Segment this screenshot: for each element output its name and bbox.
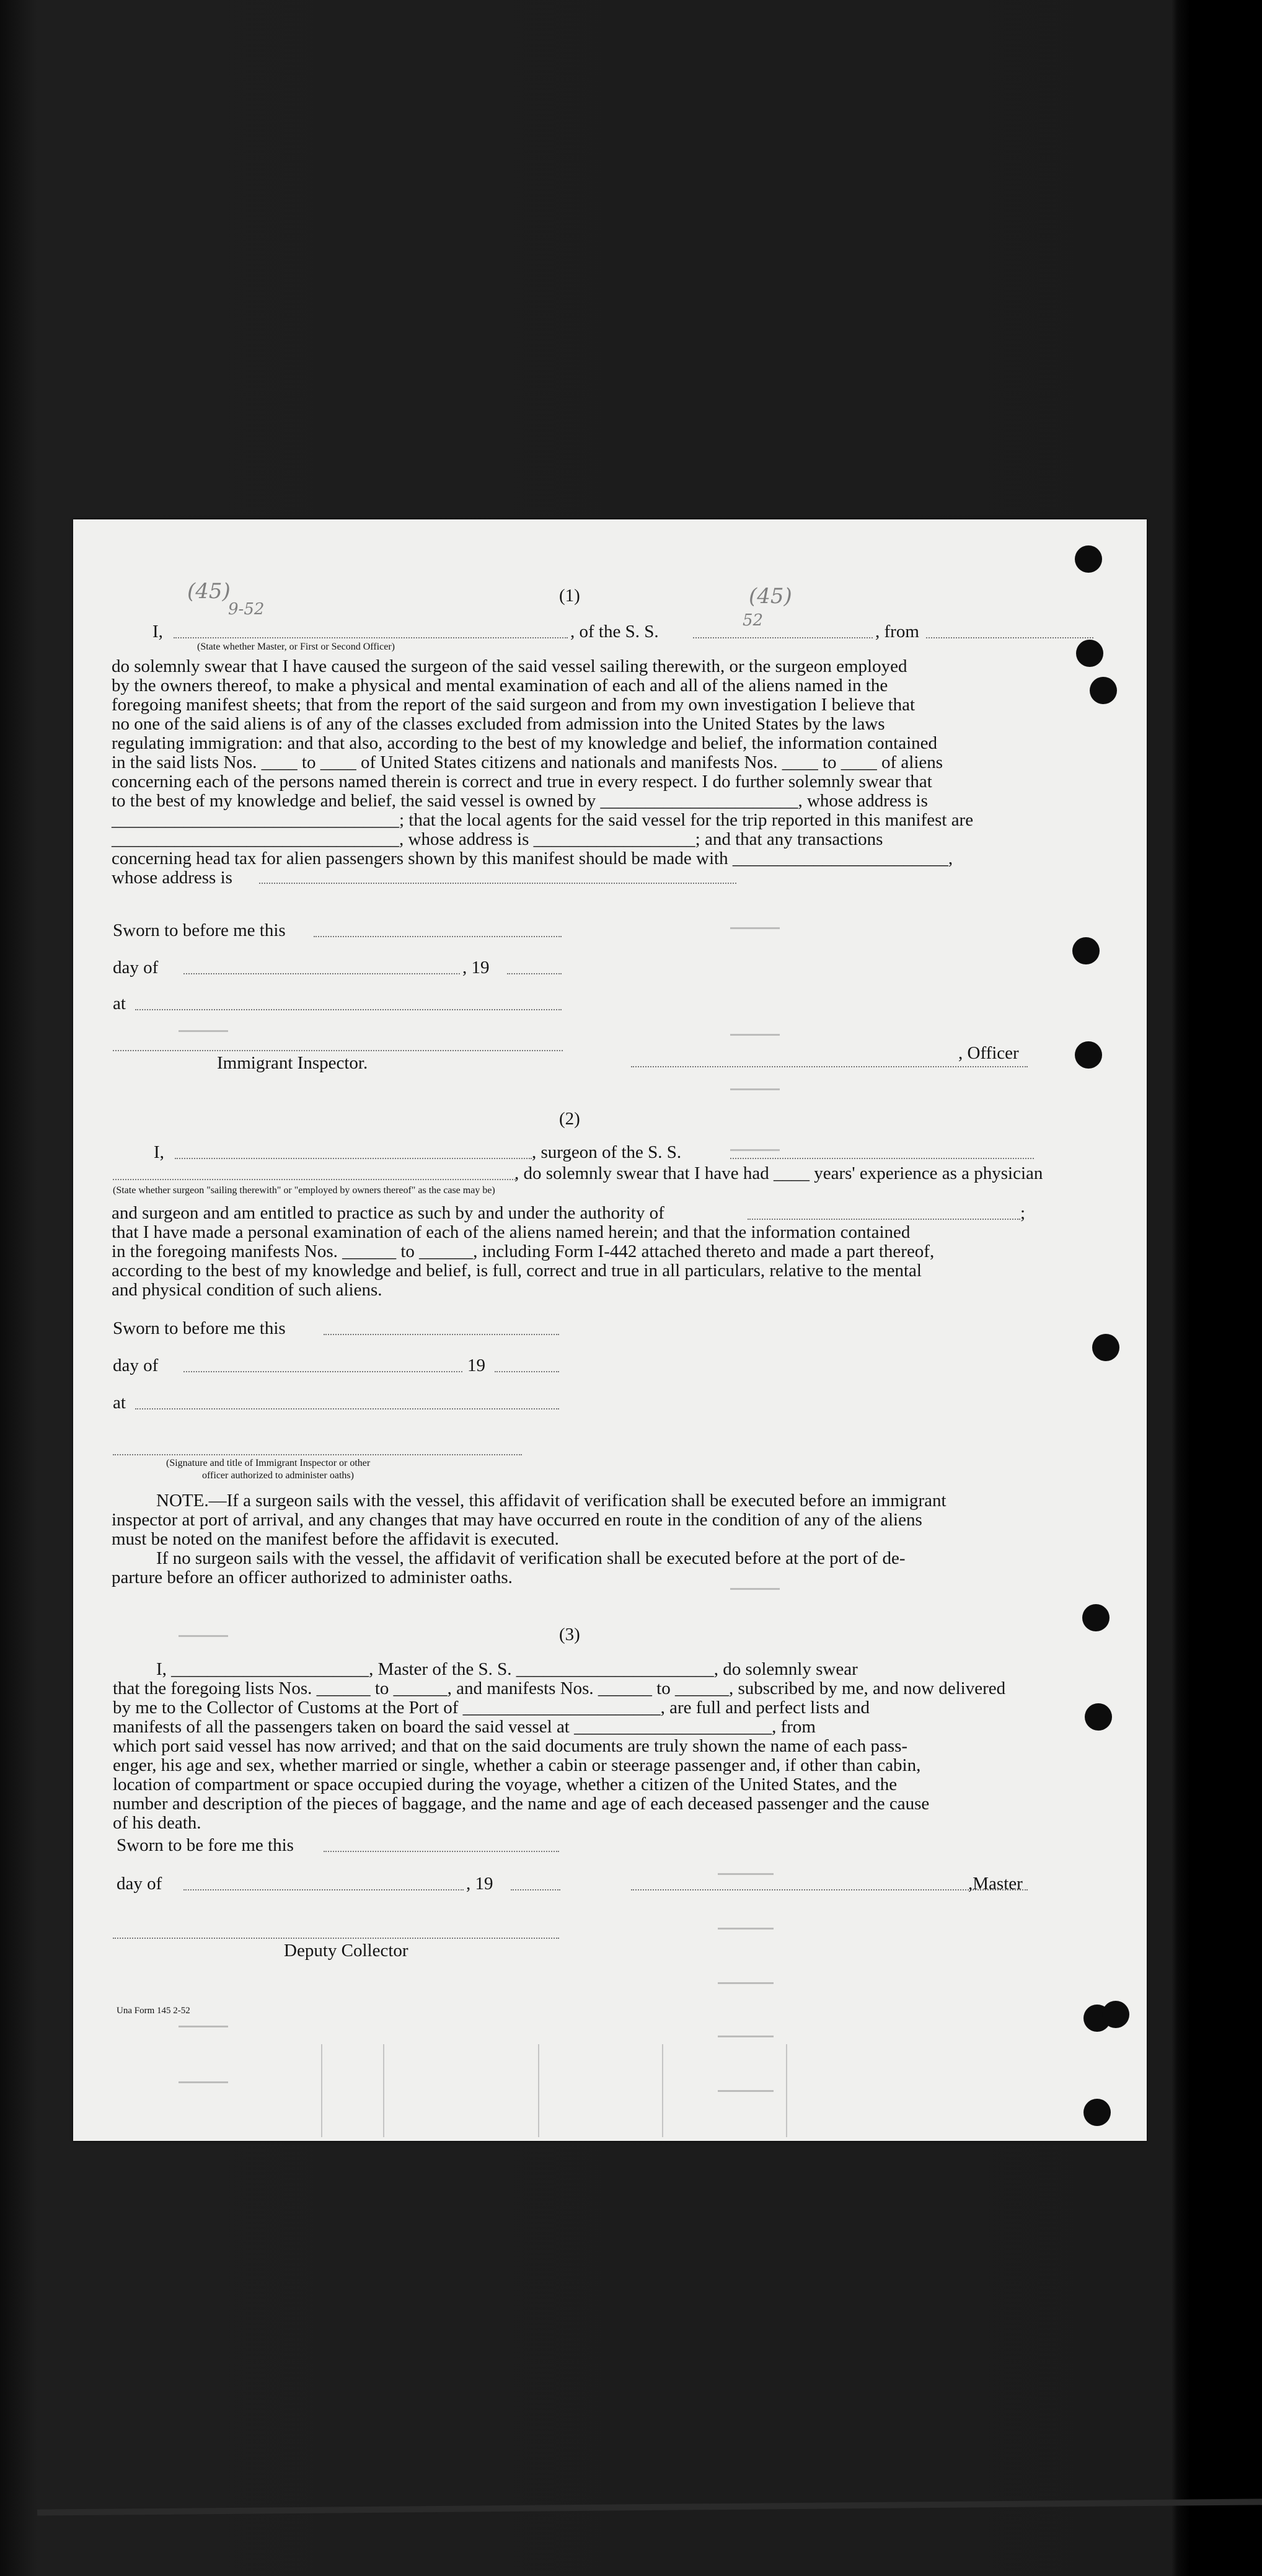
bleed-through-mark bbox=[730, 1149, 780, 1151]
ship-label: , of the S. S. bbox=[570, 622, 659, 642]
collector-signature-field[interactable] bbox=[113, 1938, 559, 1939]
punch-hole bbox=[1075, 1041, 1102, 1069]
officer-i-label: I, bbox=[152, 622, 163, 642]
day-of-label-3: day of bbox=[117, 1874, 162, 1894]
head-tax-address-field[interactable] bbox=[259, 883, 736, 884]
margin-mark: (45) bbox=[749, 584, 792, 609]
bleed-through-mark bbox=[718, 2036, 774, 2037]
bleed-through-rule bbox=[383, 2044, 384, 2137]
bleed-through-rule bbox=[662, 2044, 663, 2137]
sworn-year-field-1[interactable] bbox=[507, 973, 562, 974]
body-line: whose address is bbox=[112, 868, 232, 888]
note-line: NOTE.—If a surgeon sails with the vessel, this affidavit of verification shall be executed before an immigrant bbox=[156, 1491, 946, 1511]
surgeon-oath-line: , do solemnly swear that I have had ____ years' experience as a physician bbox=[514, 1163, 1043, 1183]
year-label-2: 19 bbox=[467, 1356, 485, 1375]
sworn-label-3: Sworn to be fore me this bbox=[117, 1835, 294, 1855]
day-of-label-2: day of bbox=[113, 1356, 159, 1375]
bleed-through-rule bbox=[538, 2044, 539, 2137]
master-body-line: which port said vessel has now arrived; and that on the said documents are truly shown the name of each pass- bbox=[113, 1736, 908, 1756]
surgeon-status-field[interactable] bbox=[113, 1179, 516, 1180]
margin-mark: (45) bbox=[187, 579, 231, 604]
surgeon-body-line: that I have made a personal examination of each of the aliens named herein; and that the information contained bbox=[112, 1222, 911, 1242]
sworn-label-2: Sworn to before me this bbox=[113, 1318, 286, 1338]
authority-field[interactable] bbox=[748, 1219, 1020, 1220]
body-line: by the owners thereof, to make a physical and mental examination of each and all of the aliens named in the bbox=[112, 676, 888, 695]
master-body-line: of his death. bbox=[113, 1813, 201, 1833]
body-line: concerning head tax for alien passengers shown by this manifest should be made with ________________________, bbox=[112, 849, 953, 868]
sworn-month-field-3[interactable] bbox=[183, 1889, 464, 1890]
surgeon-body-line: according to the best of my knowledge and belief, is full, correct and true in all particulars, relative to the mental bbox=[112, 1261, 922, 1281]
surgeon-ship-field[interactable] bbox=[730, 1158, 1034, 1159]
ship-name-field[interactable] bbox=[693, 637, 873, 638]
signature-caption-1: (Signature and title of Immigrant Inspector or other bbox=[166, 1458, 371, 1468]
body-line: ________________________________; that the local agents for the said vessel for the trip reported in this manifest are bbox=[112, 810, 974, 830]
punch-hole bbox=[1102, 2001, 1129, 2028]
bleed-through-mark bbox=[179, 2026, 228, 2027]
surgeon-ship-label: , surgeon of the S. S. bbox=[532, 1142, 682, 1162]
sworn-year-field-2[interactable] bbox=[495, 1371, 559, 1372]
sworn-place-field-1[interactable] bbox=[135, 1009, 562, 1010]
year-label-3: , 19 bbox=[466, 1874, 493, 1894]
from-label: , from bbox=[875, 622, 919, 642]
bleed-through-rule bbox=[786, 2044, 787, 2137]
bleed-through-mark bbox=[730, 1088, 780, 1090]
master-body-line: by me to the Collector of Customs at the Port of ______________________, are full and perfect lists and bbox=[113, 1698, 870, 1718]
surgeon-name-field[interactable] bbox=[175, 1158, 532, 1159]
note-line: inspector at port of arrival, and any changes that may have occurred en route in the condition of any of the aliens bbox=[112, 1510, 922, 1530]
deputy-collector-label: Deputy Collector bbox=[284, 1941, 408, 1961]
punch-hole bbox=[1092, 1334, 1119, 1361]
body-line: do solemnly swear that I have caused the surgeon of the said vessel sailing therewith, or the surgeon employed bbox=[112, 656, 907, 676]
body-line: in the said lists Nos. ____ to ____ of United States citizens and nationals and manifests Nos. ____ to ____ of aliens bbox=[112, 752, 943, 772]
inspector-signature-field-2[interactable] bbox=[113, 1454, 522, 1455]
punch-hole bbox=[1072, 937, 1100, 964]
body-line: no one of the said aliens is of any of the classes excluded from admission into the United States by the laws bbox=[112, 714, 885, 734]
margin-mark: 9-52 bbox=[228, 600, 265, 619]
bleed-through-mark bbox=[730, 1588, 780, 1590]
bleed-through-mark bbox=[179, 1635, 228, 1637]
officer-name-field[interactable] bbox=[174, 637, 568, 638]
document-page bbox=[73, 519, 1147, 2141]
sworn-label-1: Sworn to before me this bbox=[113, 920, 286, 940]
bleed-through-rule bbox=[321, 2044, 322, 2137]
margin-mark: 52 bbox=[743, 611, 764, 630]
at-label-2: at bbox=[113, 1393, 126, 1413]
punch-hole bbox=[1076, 640, 1103, 667]
officer-signature-field[interactable] bbox=[631, 1066, 1028, 1067]
body-line: concerning each of the persons named therein is correct and true in every respect. I do further solemnly swear that bbox=[112, 772, 932, 792]
bleed-through-mark bbox=[718, 1982, 774, 1984]
sworn-day-field-3[interactable] bbox=[324, 1851, 559, 1852]
immigrant-inspector-label: Immigrant Inspector. bbox=[217, 1053, 368, 1073]
section-2-number: (2) bbox=[559, 1109, 580, 1129]
master-body-line: manifests of all the passengers taken on board the said vessel at ______________________, from bbox=[113, 1717, 816, 1737]
surgeon-body-line: and physical condition of such aliens. bbox=[112, 1280, 382, 1300]
sworn-month-field-2[interactable] bbox=[183, 1371, 462, 1372]
master-body-line: that the foregoing lists Nos. ______ to ______, and manifests Nos. ______ to ______, subscribed by me, and now delivered bbox=[113, 1678, 1006, 1698]
sworn-day-field-1[interactable] bbox=[314, 936, 562, 937]
sworn-day-field-2[interactable] bbox=[324, 1334, 559, 1335]
punch-hole bbox=[1090, 677, 1117, 704]
body-line: regulating immigration: and that also, according to the best of my knowledge and belief, the information contained bbox=[112, 733, 938, 753]
bleed-through-mark bbox=[179, 2081, 228, 2083]
semicolon: ; bbox=[1020, 1203, 1026, 1223]
section-3-number: (3) bbox=[559, 1625, 580, 1644]
sworn-place-field-2[interactable] bbox=[135, 1408, 559, 1409]
officer-label: , Officer bbox=[958, 1043, 1019, 1063]
body-line: ________________________________, whose address is __________________; and that any transactions bbox=[112, 829, 883, 849]
bleed-through-mark bbox=[730, 927, 780, 929]
form-number: Una Form 145 2-52 bbox=[117, 2006, 190, 2016]
section-1-number: (1) bbox=[559, 586, 580, 606]
bleed-through-mark bbox=[718, 1928, 774, 1930]
master-body-line: number and description of the pieces of baggage, and the name and age of each deceased passenger and the cause bbox=[113, 1794, 930, 1814]
note-line: must be noted on the manifest before the affidavit is executed. bbox=[112, 1529, 559, 1549]
bleed-through-mark bbox=[718, 1873, 774, 1875]
note-line: parture before an officer authorized to administer oaths. bbox=[112, 1568, 513, 1587]
master-body-line: location of compartment or space occupied during the voyage, whether a citizen of the United States, and the bbox=[113, 1775, 898, 1794]
body-line: foregoing manifest sheets; that from the report of the said surgeon and from my own investigation I believe that bbox=[112, 695, 916, 715]
inspector-signature-field[interactable] bbox=[113, 1050, 563, 1051]
punch-hole bbox=[1085, 1703, 1112, 1731]
bleed-through-mark bbox=[718, 2090, 774, 2092]
surgeon-i-label: I, bbox=[154, 1142, 164, 1162]
departure-port-field[interactable] bbox=[926, 637, 1093, 638]
officer-caption: (State whether Master, or First or Second Officer) bbox=[197, 642, 395, 652]
bleed-through-mark bbox=[730, 1034, 780, 1036]
sworn-month-field-1[interactable] bbox=[183, 973, 460, 974]
body-line: to the best of my knowledge and belief, the said vessel is owned by ______________________, whose address is bbox=[112, 791, 928, 811]
surgeon-body-line: in the foregoing manifests Nos. ______ to ______, including Form I-442 attached thereto and made a part thereof, bbox=[112, 1242, 935, 1261]
at-label-1: at bbox=[113, 994, 126, 1013]
note-line: If no surgeon sails with the vessel, the affidavit of verification shall be executed before at the port of de- bbox=[156, 1548, 906, 1568]
master-body-line: I, ______________________, Master of the S. S. ______________________, do solemnly swear bbox=[156, 1659, 858, 1679]
punch-hole bbox=[1082, 1604, 1110, 1631]
surgeon-caption: (State whether surgeon "sailing therewith" or "employed by owners thereof" as the case may be) bbox=[113, 1185, 495, 1196]
sworn-year-field-3[interactable] bbox=[511, 1889, 560, 1890]
year-label-1: , 19 bbox=[462, 958, 490, 977]
punch-hole bbox=[1075, 545, 1102, 573]
surgeon-body-line: and surgeon and am entitled to practice as such by and under the authority of bbox=[112, 1203, 664, 1223]
master-label: ,Master bbox=[968, 1874, 1023, 1894]
bleed-through-mark bbox=[179, 1030, 228, 1032]
signature-caption-2: officer authorized to administer oaths) bbox=[202, 1470, 354, 1481]
punch-hole bbox=[1083, 2099, 1111, 2126]
master-body-line: enger, his age and sex, whether married or single, whether a cabin or steerage passenger and, if other than cabin, bbox=[113, 1755, 921, 1775]
day-of-label-1: day of bbox=[113, 958, 159, 977]
